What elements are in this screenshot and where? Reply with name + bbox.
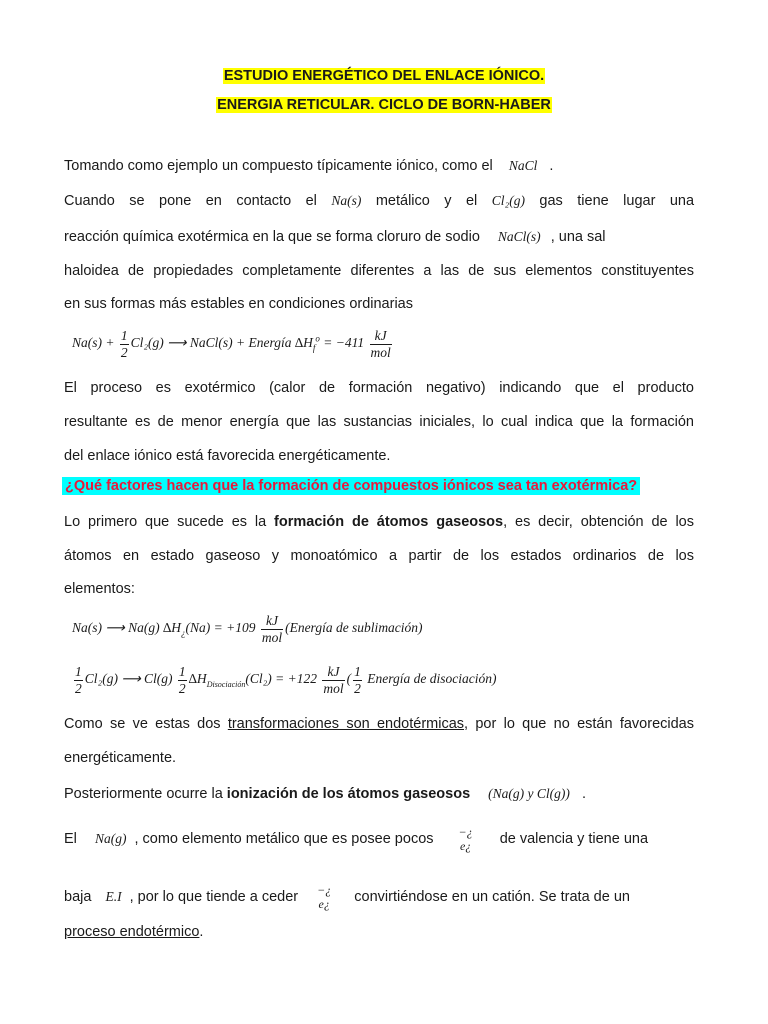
paragraph-reaction-line-2: reacción química exotérmica en la que se forma cloruro de sodio NaCl(s) , una sal bbox=[64, 229, 606, 245]
paragraph-exotermico-line-3: del enlace iónico está favorecida energéticamente. bbox=[64, 448, 391, 464]
paragraph-baja-ei: baja E.I , por lo que tiende a ceder −¿ e¿ convirtiéndose en un catión. Se trata de un bbox=[64, 883, 630, 911]
paragraph-na-valencia: El Na(g) , como elemento metálico que es posee pocos −¿ e¿ de valencia y tiene una bbox=[64, 825, 649, 853]
paragraph-proceso-endotermico: proceso endotérmico. bbox=[64, 924, 204, 940]
equation-dissociation: $\frac{1}{2}$ Cl₂(g) ⟶ Cl(g) $\frac{1}{2}$ $\Delta H_{Disociación}(Cl_2) = +122$ $\frac{kJ}{\text{mol}}$ ( $\frac{1}{2}$ Energía de disociación) bbox=[75, 664, 497, 696]
equation-formation: Na(s) + $\frac{1}{2}$ Cl₂(g) ⟶ NaCl(s) + Energía $\Delta H_f^o = -411$ $\frac{kJ}{\text{mol}}$ bbox=[72, 328, 391, 360]
highlighted-question: ¿Qué factores hacen que la formación de compuestos iónicos sea tan exotérmica? bbox=[62, 477, 640, 495]
paragraph-atomos-line-2: átomos en estado gaseoso y monoatómico a partir de los estados ordinarios de los bbox=[64, 548, 694, 564]
formula-nacl: NaCl bbox=[508, 158, 538, 173]
paragraph-intro: Tomando como ejemplo un compuesto típicamente iónico, como el NaCl . bbox=[64, 158, 554, 174]
title-line-1: ESTUDIO ENERGÉTICO DEL ENLACE IÓNICO. bbox=[223, 68, 545, 84]
paragraph-exotermico-line-1: El proceso es exotérmico (calor de formación negativo) indicando que el producto bbox=[64, 380, 694, 396]
paragraph-endotermicas-line-2: energéticamente. bbox=[64, 750, 177, 766]
paragraph-reaction-line-1: Cuando se pone en contacto el Na(s) metálico y el Cl₂(g) gas tiene lugar una bbox=[64, 193, 695, 209]
equation-sublimation: Na(s) ⟶ Na(g) $\Delta H_¿(Na) = +109$ $\frac{kJ}{\text{mol}}$ (Energía de sublimación) bbox=[72, 613, 423, 645]
paragraph-reaction-line-4: en sus formas más estables en condiciones ordinarias bbox=[64, 296, 413, 312]
paragraph-exotermico-line-2: resultante es de menor energía que las sustancias iniciales, lo cual indica que la formación bbox=[64, 414, 694, 430]
paragraph-atomos-line-1: Lo primero que sucede es la formación de átomos gaseosos, es decir, obtención de los bbox=[64, 514, 694, 530]
paragraph-endotermicas-line-1: Como se ve estas dos transformaciones son endotérmicas, por lo que no están favorecidas bbox=[64, 716, 694, 732]
paragraph-ionizacion: Posteriormente ocurre la ionización de los átomos gaseosos (Na(g) y Cl(g)) . bbox=[64, 786, 586, 802]
paragraph-atomos-line-3: elementos: bbox=[64, 581, 135, 597]
title-line-2: ENERGIA RETICULAR. CICLO DE BORN-HABER bbox=[217, 97, 551, 113]
paragraph-reaction-line-3: haloidea de propiedades completamente diferentes a las de sus elementos constituyentes bbox=[64, 263, 694, 279]
